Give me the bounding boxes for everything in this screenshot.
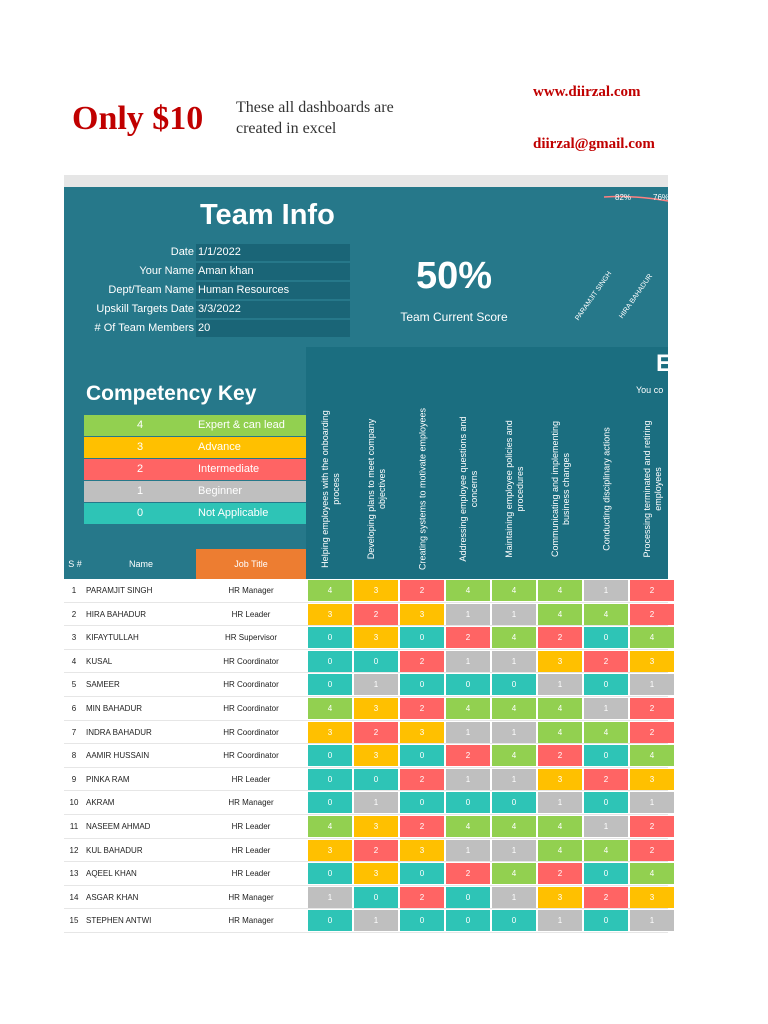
score-cell[interactable]: 2 bbox=[538, 745, 582, 766]
score-cell[interactable]: 1 bbox=[446, 604, 490, 625]
row-serial-number: 10 bbox=[69, 798, 79, 808]
score-cell[interactable]: 1 bbox=[492, 887, 536, 908]
score-cell[interactable]: 1 bbox=[446, 769, 490, 790]
column-header bbox=[446, 403, 492, 575]
score-cell[interactable]: 2 bbox=[630, 580, 674, 601]
column-header-label: Addressing employee questions and concerns bbox=[458, 416, 479, 562]
table-row[interactable] bbox=[64, 744, 668, 768]
score-cell[interactable]: 0 bbox=[400, 792, 444, 813]
info-label-name: Your Name bbox=[139, 265, 194, 277]
score-cell[interactable]: 1 bbox=[492, 651, 536, 672]
score-cell[interactable]: 1 bbox=[354, 792, 398, 813]
mini-chart-percent-2: 76% bbox=[653, 193, 670, 202]
key-level-label: Advance bbox=[198, 441, 241, 453]
email-link[interactable]: diirzal@gmail.com bbox=[533, 136, 655, 152]
score-cell[interactable]: 4 bbox=[538, 722, 582, 743]
team-info-title: Team Info bbox=[200, 199, 335, 231]
competency-key-title: Competency Key bbox=[86, 382, 257, 405]
score-cell[interactable]: 3 bbox=[308, 604, 352, 625]
row-job-title: HR Coordinator bbox=[223, 656, 279, 666]
score-cell[interactable]: 2 bbox=[630, 840, 674, 861]
team-table bbox=[64, 579, 668, 943]
mini-chart-name-1: PARAMJIT SINGH bbox=[574, 270, 614, 322]
table-row[interactable] bbox=[64, 768, 668, 792]
score-cell[interactable]: 2 bbox=[584, 887, 628, 908]
column-header bbox=[400, 403, 446, 575]
row-job-title: HR Leader bbox=[231, 845, 271, 855]
table-row[interactable] bbox=[64, 862, 668, 886]
row-serial-number: 3 bbox=[71, 633, 77, 643]
score-cell[interactable]: 2 bbox=[630, 816, 674, 837]
score-cell[interactable]: 1 bbox=[584, 698, 628, 719]
score-cell[interactable]: 0 bbox=[446, 910, 490, 931]
score-cell[interactable]: 3 bbox=[538, 887, 582, 908]
score-cell[interactable]: 4 bbox=[538, 698, 582, 719]
score-cell[interactable]: 4 bbox=[630, 745, 674, 766]
key-level-3 bbox=[84, 437, 308, 458]
row-serial-number: 9 bbox=[71, 774, 77, 784]
row-name: HIRA BAHADUR bbox=[86, 609, 147, 619]
score-cell[interactable]: 1 bbox=[630, 910, 674, 931]
score-cell[interactable]: 3 bbox=[630, 887, 674, 908]
score-cell[interactable]: 4 bbox=[308, 580, 352, 601]
score-cell[interactable]: 4 bbox=[584, 840, 628, 861]
score-cell[interactable]: 0 bbox=[308, 910, 352, 931]
row-job-title: HR Coordinator bbox=[223, 751, 279, 761]
score-cell[interactable]: 2 bbox=[630, 698, 674, 719]
score-cell[interactable]: 2 bbox=[446, 745, 490, 766]
table-row[interactable] bbox=[64, 579, 668, 603]
score-cell[interactable]: 2 bbox=[354, 840, 398, 861]
row-name: NASEEM AHMAD bbox=[86, 822, 151, 831]
score-cell[interactable]: 1 bbox=[446, 840, 490, 861]
score-cell[interactable]: 0 bbox=[584, 745, 628, 766]
score-cell[interactable]: 0 bbox=[400, 910, 444, 931]
table-row[interactable] bbox=[64, 650, 668, 674]
column-header bbox=[584, 403, 630, 575]
key-level-2 bbox=[84, 459, 308, 480]
mini-chart-name-2: HIRA BAHADUR bbox=[618, 272, 655, 320]
score-cell[interactable]: 1 bbox=[630, 674, 674, 695]
score-cell[interactable]: 2 bbox=[400, 769, 444, 790]
row-name: PINKA RAM bbox=[86, 774, 130, 784]
score-cell[interactable]: 4 bbox=[446, 580, 490, 601]
score-cell[interactable]: 0 bbox=[308, 651, 352, 672]
score-cell[interactable]: 4 bbox=[630, 863, 674, 884]
row-name: AKRAM bbox=[86, 798, 115, 808]
score-cell[interactable]: 4 bbox=[630, 627, 674, 648]
row-job-title: HR Manager bbox=[228, 798, 274, 808]
score-cell[interactable]: 2 bbox=[538, 627, 582, 648]
score-cell[interactable]: 3 bbox=[630, 769, 674, 790]
row-serial-number: 1 bbox=[71, 586, 77, 595]
row-job-title: HR Manager bbox=[228, 586, 274, 595]
score-cell[interactable]: 0 bbox=[308, 745, 352, 766]
header-serial-number: S # bbox=[68, 559, 82, 569]
info-value-members[interactable]: 20 bbox=[196, 320, 350, 337]
row-serial-number: 15 bbox=[69, 916, 79, 926]
key-level-num: 1 bbox=[136, 485, 144, 497]
table-row[interactable] bbox=[64, 791, 668, 815]
info-value-dept[interactable]: Human Resources bbox=[196, 282, 350, 299]
score-cell[interactable]: 3 bbox=[354, 745, 398, 766]
info-label-members: # Of Team Members bbox=[94, 322, 194, 334]
key-level-label: Not Applicable bbox=[198, 507, 269, 519]
dashboard bbox=[64, 175, 673, 943]
score-cell[interactable]: 1 bbox=[538, 910, 582, 931]
score-cell[interactable]: 4 bbox=[584, 604, 628, 625]
sheet-top-strip bbox=[64, 175, 668, 187]
info-label-target-date: Upskill Targets Date bbox=[96, 303, 194, 315]
row-job-title: HR Leader bbox=[231, 609, 271, 619]
table-row[interactable] bbox=[64, 886, 668, 910]
row-job-title: HR Leader bbox=[231, 822, 271, 831]
score-cell[interactable]: 1 bbox=[492, 769, 536, 790]
score-cell[interactable]: 1 bbox=[492, 722, 536, 743]
score-cell[interactable]: 0 bbox=[308, 863, 352, 884]
score-cell[interactable]: 0 bbox=[584, 792, 628, 813]
competency-heading: E bbox=[656, 350, 673, 377]
score-cell[interactable]: 4 bbox=[446, 698, 490, 719]
info-value-date[interactable]: 1/1/2022 bbox=[196, 244, 350, 261]
row-serial-number: 2 bbox=[71, 609, 77, 619]
row-serial-number: 5 bbox=[71, 680, 77, 690]
row-job-title: HR Coordinator bbox=[223, 680, 279, 690]
score-cell[interactable]: 3 bbox=[354, 698, 398, 719]
key-level-label: Expert & can lead bbox=[198, 419, 285, 431]
key-level-label: Beginner bbox=[198, 485, 243, 497]
score-cell[interactable]: 0 bbox=[308, 627, 352, 648]
column-header-label: Creating systems to motivate employees bbox=[417, 407, 428, 571]
score-cell[interactable]: 0 bbox=[400, 627, 444, 648]
column-header-label: Developing plans to meet company objectives bbox=[366, 418, 387, 560]
info-label-dept: Dept/Team Name bbox=[108, 284, 194, 296]
competency-subheading: You co bbox=[636, 385, 664, 395]
score-cell[interactable]: 0 bbox=[584, 910, 628, 931]
header-job-title: Job Title bbox=[196, 549, 306, 579]
score-cell[interactable]: 1 bbox=[630, 792, 674, 813]
score-cell[interactable]: 3 bbox=[354, 627, 398, 648]
row-serial-number: 7 bbox=[71, 727, 77, 737]
row-serial-number: 4 bbox=[71, 656, 77, 666]
key-level-num: 3 bbox=[136, 441, 144, 453]
score-cell[interactable]: 1 bbox=[584, 816, 628, 837]
column-header-label: Helping employees with the onboarding process bbox=[320, 410, 341, 568]
key-level-num: 0 bbox=[136, 507, 144, 519]
column-header bbox=[538, 403, 584, 575]
row-name: AAMIR HUSSAIN bbox=[86, 751, 150, 761]
score-cell[interactable]: 4 bbox=[492, 816, 536, 837]
row-serial-number: 14 bbox=[69, 892, 79, 902]
score-cell[interactable]: 2 bbox=[446, 627, 490, 648]
score-cell[interactable]: 2 bbox=[400, 698, 444, 719]
row-job-title: HR Coordinator bbox=[223, 727, 279, 737]
table-row[interactable] bbox=[64, 839, 668, 863]
score-cell[interactable]: 1 bbox=[446, 722, 490, 743]
score-cell[interactable]: 3 bbox=[630, 651, 674, 672]
score-cell[interactable]: 3 bbox=[400, 722, 444, 743]
score-cell[interactable]: 1 bbox=[446, 651, 490, 672]
score-cell[interactable]: 0 bbox=[400, 745, 444, 766]
key-level-num: 4 bbox=[136, 419, 144, 431]
row-name: KUL BAHADUR bbox=[86, 845, 143, 855]
score-cell[interactable]: 3 bbox=[308, 840, 352, 861]
score-cell[interactable]: 2 bbox=[630, 604, 674, 625]
score-cell[interactable]: 4 bbox=[538, 816, 582, 837]
header-name: Name bbox=[128, 559, 153, 569]
score-cell[interactable]: 2 bbox=[584, 769, 628, 790]
score-cell[interactable]: 2 bbox=[538, 863, 582, 884]
row-job-title: HR Manager bbox=[228, 916, 274, 926]
column-header-label: Conducting disciplinary actions bbox=[601, 427, 612, 551]
score-cell[interactable]: 0 bbox=[584, 627, 628, 648]
key-level-1 bbox=[84, 481, 308, 502]
score-cell[interactable]: 0 bbox=[446, 887, 490, 908]
key-level-4 bbox=[84, 415, 308, 436]
score-cell[interactable]: 4 bbox=[446, 816, 490, 837]
score-cell[interactable]: 2 bbox=[630, 722, 674, 743]
score-cell[interactable]: 3 bbox=[354, 580, 398, 601]
table-row[interactable] bbox=[64, 603, 668, 627]
info-value-target-date[interactable]: 3/3/2022 bbox=[196, 301, 350, 318]
column-header bbox=[492, 403, 538, 575]
score-cell[interactable]: 0 bbox=[492, 910, 536, 931]
row-serial-number: 13 bbox=[69, 869, 79, 879]
score-cell[interactable]: 2 bbox=[354, 722, 398, 743]
column-header-label: Processing terminated and retiring employees bbox=[642, 420, 663, 558]
row-name: KUSAL bbox=[86, 656, 113, 666]
row-serial-number: 6 bbox=[71, 704, 77, 713]
score-cell[interactable]: 2 bbox=[354, 604, 398, 625]
team-score: 50% bbox=[415, 255, 493, 297]
key-level-0 bbox=[84, 503, 308, 524]
row-name: ASGAR KHAN bbox=[86, 892, 139, 902]
score-cell[interactable]: 1 bbox=[584, 580, 628, 601]
key-level-label: Intermediate bbox=[198, 463, 260, 475]
score-cell[interactable]: 4 bbox=[538, 604, 582, 625]
score-cell[interactable]: 2 bbox=[446, 863, 490, 884]
row-job-title: HR Supervisor bbox=[224, 633, 277, 643]
score-cell[interactable]: 3 bbox=[400, 840, 444, 861]
score-cell[interactable]: 4 bbox=[308, 816, 352, 837]
promo-price: Only $10 bbox=[72, 100, 204, 137]
score-cell[interactable]: 2 bbox=[400, 580, 444, 601]
score-cell[interactable]: 0 bbox=[446, 674, 490, 695]
score-cell[interactable]: 0 bbox=[584, 863, 628, 884]
score-cell[interactable]: 3 bbox=[538, 651, 582, 672]
column-header-label: Communicating and implementing business changes bbox=[550, 420, 571, 558]
score-cell[interactable]: 0 bbox=[400, 674, 444, 695]
score-cell[interactable]: 4 bbox=[492, 580, 536, 601]
score-cell[interactable]: 4 bbox=[492, 863, 536, 884]
table-row[interactable] bbox=[64, 721, 668, 745]
score-cell[interactable]: 3 bbox=[538, 769, 582, 790]
score-cell[interactable]: 0 bbox=[354, 887, 398, 908]
table-row[interactable] bbox=[64, 673, 668, 697]
table-row[interactable] bbox=[64, 815, 668, 839]
score-cell[interactable]: 1 bbox=[354, 674, 398, 695]
table-row[interactable] bbox=[64, 697, 668, 721]
score-cell[interactable]: 4 bbox=[492, 698, 536, 719]
score-cell[interactable]: 0 bbox=[492, 792, 536, 813]
promo-description: These all dashboards are created in excel bbox=[236, 99, 394, 137]
row-name: KIFAYTULLAH bbox=[86, 633, 139, 643]
score-cell[interactable]: 0 bbox=[446, 792, 490, 813]
score-cell[interactable]: 2 bbox=[400, 816, 444, 837]
score-cell[interactable]: 0 bbox=[308, 769, 352, 790]
score-cell[interactable]: 0 bbox=[584, 674, 628, 695]
score-cell[interactable]: 3 bbox=[354, 863, 398, 884]
row-name: SAMEER bbox=[86, 680, 120, 690]
score-cell[interactable]: 4 bbox=[584, 722, 628, 743]
score-cell[interactable]: 2 bbox=[584, 651, 628, 672]
mini-chart-percent-1: 82% bbox=[615, 193, 632, 202]
column-header bbox=[308, 403, 354, 575]
score-cell[interactable]: 4 bbox=[538, 580, 582, 601]
score-cell[interactable]: 1 bbox=[492, 840, 536, 861]
row-serial-number: 11 bbox=[69, 822, 79, 831]
row-job-title: HR Manager bbox=[228, 892, 274, 902]
row-job-title: HR Coordinator bbox=[223, 704, 279, 713]
info-value-name[interactable]: Aman khan bbox=[196, 263, 350, 280]
score-cell[interactable]: 4 bbox=[492, 745, 536, 766]
row-serial-number: 12 bbox=[69, 845, 79, 855]
score-cell[interactable]: 1 bbox=[492, 604, 536, 625]
score-cell[interactable]: 1 bbox=[308, 887, 352, 908]
score-cell[interactable]: 1 bbox=[538, 792, 582, 813]
score-cell[interactable]: 3 bbox=[400, 604, 444, 625]
column-header bbox=[354, 403, 400, 575]
row-job-title: HR Leader bbox=[231, 869, 271, 879]
score-cell[interactable]: 2 bbox=[400, 887, 444, 908]
row-name: STEPHEN ANTWI bbox=[86, 916, 152, 926]
score-cell[interactable]: 3 bbox=[308, 722, 352, 743]
website-link[interactable]: www.diirzal.com bbox=[533, 84, 641, 100]
row-name: PARAMJIT SINGH bbox=[86, 586, 153, 595]
score-cell[interactable]: 2 bbox=[400, 651, 444, 672]
score-cell[interactable]: 0 bbox=[492, 674, 536, 695]
row-name: INDRA BAHADUR bbox=[86, 727, 152, 737]
score-cell[interactable]: 4 bbox=[538, 840, 582, 861]
score-cell[interactable]: 0 bbox=[354, 769, 398, 790]
team-score-label: Team Current Score bbox=[400, 310, 508, 324]
score-cell[interactable]: 1 bbox=[538, 674, 582, 695]
column-header bbox=[630, 403, 676, 575]
table-row[interactable] bbox=[64, 626, 668, 650]
table-row[interactable] bbox=[64, 909, 668, 933]
row-job-title: HR Leader bbox=[231, 774, 271, 784]
row-serial-number: 8 bbox=[71, 751, 77, 761]
score-cell[interactable]: 0 bbox=[308, 792, 352, 813]
score-cell[interactable]: 1 bbox=[354, 910, 398, 931]
score-cell[interactable]: 0 bbox=[400, 863, 444, 884]
row-name: MIN BAHADUR bbox=[86, 704, 143, 713]
key-level-num: 2 bbox=[136, 463, 144, 475]
score-cell[interactable]: 4 bbox=[308, 698, 352, 719]
score-cell[interactable]: 0 bbox=[354, 651, 398, 672]
score-cell[interactable]: 0 bbox=[308, 674, 352, 695]
info-label-date: Date bbox=[170, 246, 194, 258]
score-cell[interactable]: 4 bbox=[492, 627, 536, 648]
score-cell[interactable]: 3 bbox=[354, 816, 398, 837]
row-name: AQEEL KHAN bbox=[86, 869, 137, 879]
column-header-label: Maintaining employee policies and procedures bbox=[504, 420, 525, 558]
